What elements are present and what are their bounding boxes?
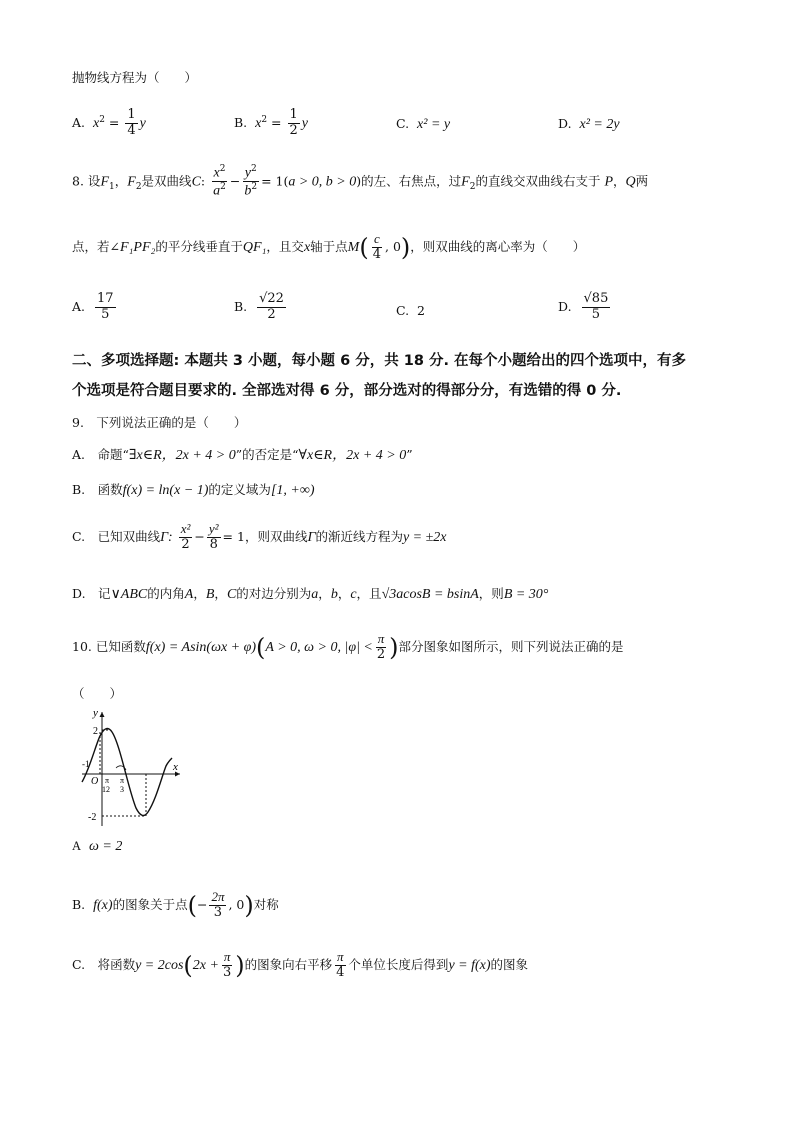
denominator: 5 xyxy=(101,306,110,322)
text: ，且 xyxy=(356,586,382,601)
text: : xyxy=(200,173,206,189)
text: 个单位长度后得到 xyxy=(348,956,449,972)
sine-graph xyxy=(80,708,184,828)
math-expr: f(x) = ln(x − 1) xyxy=(122,483,209,498)
numerator: 17 xyxy=(96,291,114,306)
denominator: a xyxy=(213,183,221,199)
fraction xyxy=(334,950,346,981)
text: C. 将函数 xyxy=(72,956,136,972)
denominator: 4 xyxy=(127,122,136,138)
math-expr: [1, +∞) xyxy=(270,483,315,498)
math-var: c xyxy=(350,587,357,602)
q8-line-1: 8. 设$F_1$，$F_2$是双曲线C: $\frac{x^2}{a^2}$ − $\frac{y^2}{b^2}$ = 1(a > 0, b > 0)的左、右焦点，过$F_2$的直线交双曲线右支于 P，Q两 xyxy=(72,164,649,199)
text: ，则双曲线的离心率为（ ） xyxy=(410,238,586,254)
math-op: − xyxy=(196,896,208,912)
q9-option-c xyxy=(72,522,447,553)
math-eq: = xyxy=(104,114,124,130)
y-axis-arrow-icon xyxy=(100,712,105,717)
math-var: Γ: xyxy=(160,529,173,545)
q10-stem: 10. 已知函数f(x) = Asin(ωx + φ)(A > 0, ω > 0, |φ| < $\frac{\pi}{2}$ )部分图象如图所示，则下列说法正确的是 xyxy=(72,631,624,662)
option-label: D. xyxy=(558,116,572,131)
text: 的渐近线方程为 xyxy=(315,528,403,544)
q10-option-b: B. f(x)的图象关于点(− $\frac{2\pi}{3}$ , 0)对称 xyxy=(72,889,279,920)
option-label: C. xyxy=(396,303,410,318)
text: D. 记 xyxy=(72,586,111,601)
math-var: A xyxy=(184,587,194,602)
text: , 0 xyxy=(385,238,401,254)
denominator: 8 xyxy=(209,536,218,552)
text: , 0 xyxy=(228,896,245,912)
math-eq: = xyxy=(267,114,286,130)
tick-neg1: -1 xyxy=(82,759,90,769)
math-eq: = 1 xyxy=(261,173,284,189)
option-text: 2 xyxy=(417,303,425,318)
text: 部分图象如图所示，则下列说法正确的是 xyxy=(398,638,624,654)
tick-pi3-num: π xyxy=(120,776,125,785)
math-var: y xyxy=(301,115,308,131)
q7-option-b xyxy=(234,108,308,139)
numerator: 1 xyxy=(289,107,298,122)
text: ” xyxy=(406,447,413,462)
q10-option-c: C. 将函数y = 2cos(2x + $\frac{\pi}{3}$ )的图象向右平移 $\frac{\pi}{4}$ 个单位长度后得到y = f(x)的图象 xyxy=(72,949,529,980)
math-expr: y = 2cos xyxy=(135,957,184,973)
q7-stem-tail xyxy=(72,68,197,86)
option-label: D. xyxy=(558,298,572,314)
section-2-line-1: 二、多项选择题: 本题共 3 小题，每小题 6 分，共 18 分. 在每个小题给出的四个选项中，有多 xyxy=(72,353,687,369)
math-sub: 1 xyxy=(109,181,115,192)
fraction xyxy=(95,292,116,323)
text: ”的否定是“ xyxy=(235,447,299,462)
numerator: x xyxy=(213,165,220,181)
text: ， xyxy=(337,586,351,601)
denominator: 2 xyxy=(289,122,298,138)
text: ， xyxy=(114,173,128,189)
text: 的定义域为 xyxy=(208,482,271,497)
math-exp: 2 xyxy=(99,114,105,125)
option-label: A. xyxy=(72,114,86,130)
option-label: A xyxy=(72,839,82,853)
text: ，且交 xyxy=(266,238,304,254)
math-op: − xyxy=(229,173,241,189)
numerator: √85 xyxy=(583,291,609,306)
fraction: $\frac{y^2}{b^2}$ xyxy=(244,164,258,199)
math-expr: B = 30° xyxy=(503,587,549,602)
math-expr: y = f(x) xyxy=(448,957,491,973)
q7-stem-text: 抛物线方程为（ ） xyxy=(72,70,198,85)
denominator: 4 xyxy=(372,246,381,262)
q9-option-d xyxy=(72,584,548,603)
math-expr: ∃x∈R，2x + 4 > 0 xyxy=(128,448,236,463)
numerator: y² xyxy=(208,521,219,536)
numerator: y xyxy=(244,165,251,181)
text: ，则 xyxy=(478,586,504,601)
section-2-line-2: 个选项是符合题目要求的. 全部选对得 6 分，部分选对的得部分分，有选错的得 0 分. xyxy=(72,383,622,399)
math-op: − xyxy=(194,528,205,544)
text: C. 已知双曲线 xyxy=(72,528,161,544)
fraction xyxy=(209,890,226,921)
math-var: P xyxy=(604,174,614,190)
text: 是双曲线 xyxy=(141,173,192,189)
q8-line-2: 点，若∠F₁PF₂的平分线垂直于QF₁，且交x轴于点M( $\frac{c}{4}$ , 0)，则双曲线的离心率为（ ） xyxy=(72,231,586,262)
q8-option-b xyxy=(234,292,288,323)
denominator: 2 xyxy=(267,306,276,322)
q7-option-a xyxy=(72,108,146,139)
text: 对称 xyxy=(253,896,279,912)
text: 的图象 xyxy=(490,956,529,972)
denominator: 4 xyxy=(336,964,345,980)
text: 两 xyxy=(635,173,649,189)
numerator: √22 xyxy=(259,291,284,306)
math-eq: = 1 xyxy=(222,528,245,544)
math-expr: F₁PF₂ xyxy=(119,239,156,255)
option-text: x² = 2y xyxy=(579,117,620,132)
text: 点，若∠ xyxy=(72,238,120,254)
denominator: 3 xyxy=(222,964,232,980)
text: 已知函数 xyxy=(95,638,146,654)
text: 的平分线垂直于 xyxy=(155,238,243,254)
text: 设 xyxy=(87,173,101,189)
denominator: 5 xyxy=(591,306,601,322)
q9-option-a xyxy=(72,444,413,464)
question-number: 8. xyxy=(72,173,84,189)
math-var: C xyxy=(226,587,237,602)
numerator: 1 xyxy=(127,107,136,122)
y-label: y xyxy=(93,708,98,719)
math-var: C xyxy=(191,174,201,190)
text: 的左、右焦点，过 xyxy=(361,173,462,189)
math-var: Γ xyxy=(307,529,316,545)
sine-curve xyxy=(82,729,172,816)
math-var: x xyxy=(255,115,262,131)
q8-option-d xyxy=(558,292,612,323)
text: 的对边分别为 xyxy=(236,586,312,601)
q8-option-a xyxy=(72,292,118,323)
q9-option-b xyxy=(72,480,314,499)
option-text: ω = 2 xyxy=(88,839,123,854)
math-var: a xyxy=(311,587,319,602)
text: ， xyxy=(214,586,227,601)
math-expr: ∀x∈R，2x + 4 > 0 xyxy=(298,448,407,463)
q8-option-c xyxy=(396,303,425,318)
text: 的图象关于点 xyxy=(112,896,188,912)
denominator: 2 xyxy=(181,536,190,552)
numerator: π xyxy=(337,949,344,964)
denominator: 2 xyxy=(376,646,386,662)
fraction xyxy=(375,632,387,663)
fraction xyxy=(582,292,611,323)
q7-option-d xyxy=(558,116,620,133)
denominator: 3 xyxy=(213,904,223,920)
math-var: y xyxy=(139,115,146,131)
x-label: x xyxy=(173,761,178,773)
numerator: x² xyxy=(180,521,191,536)
q9-stem: 9. 下列说法正确的是（ ） xyxy=(72,415,247,430)
math-expr: √3acosB = bsinA xyxy=(381,587,479,602)
option-label: B. xyxy=(234,298,248,314)
fraction xyxy=(371,232,383,263)
math-expr: f(x) xyxy=(93,897,113,913)
option-text: x² = y xyxy=(417,117,451,132)
q7-option-c xyxy=(396,116,450,133)
math-expr: y = ±2x xyxy=(402,529,447,545)
origin-label: O xyxy=(91,776,99,787)
question-number: 10. xyxy=(72,638,92,654)
numerator: c xyxy=(373,231,380,246)
math-var: B xyxy=(205,587,215,602)
fraction: $\frac{x^2}{a^2}$ xyxy=(213,164,226,199)
q10-blank: （ ） xyxy=(72,686,123,701)
math-var: F xyxy=(127,174,136,190)
math-expr: QF₁ xyxy=(242,239,267,255)
tick-2: 2 xyxy=(93,726,98,737)
option-label: C. xyxy=(396,116,410,131)
math-var: F xyxy=(100,174,109,190)
option-label: B. xyxy=(72,896,86,912)
tick-neg2: -2 xyxy=(88,812,97,823)
numerator: 2π xyxy=(211,889,225,904)
tick-pi12-num: π xyxy=(105,776,110,785)
math-exp: 2 xyxy=(261,114,268,125)
denominator: b xyxy=(244,183,252,199)
text: ， xyxy=(193,586,206,601)
math-expr: 2x + xyxy=(192,957,219,973)
text: B. 函数 xyxy=(72,482,123,497)
math-var: x xyxy=(303,239,311,255)
fraction xyxy=(207,522,221,553)
text: A. 命题“ xyxy=(72,447,129,462)
fraction xyxy=(257,292,286,323)
tick-pi3-den: 3 xyxy=(120,785,124,794)
math-var: b xyxy=(330,587,338,602)
q10-option-a xyxy=(72,838,122,855)
math-var: x xyxy=(92,115,100,131)
text: 的直线交双曲线右支于 xyxy=(475,173,601,189)
fraction xyxy=(179,522,193,553)
math-expr: ∨ABC xyxy=(110,587,148,602)
option-label: B. xyxy=(234,114,248,130)
text: ，则双曲线 xyxy=(244,528,308,544)
math-var: M xyxy=(347,239,360,255)
condition: a > 0, b > 0 xyxy=(288,174,357,190)
text: 轴于点 xyxy=(310,238,348,254)
text: 的内角 xyxy=(147,586,185,601)
text: 的图象向右平移 xyxy=(244,956,333,972)
numerator: π xyxy=(377,631,385,646)
fraction xyxy=(125,108,137,139)
fraction xyxy=(288,108,300,139)
condition: A > 0, ω > 0, |φ| < xyxy=(265,639,373,655)
math-expr: f(x) = Asin(ωx + φ) xyxy=(145,639,257,655)
text: ， xyxy=(318,586,331,601)
fraction xyxy=(221,950,233,981)
option-label: A. xyxy=(72,298,86,314)
math-var: Q xyxy=(625,174,636,190)
numerator: π xyxy=(223,949,231,964)
math-sub: 2 xyxy=(135,181,142,192)
tick-pi12-den: 12 xyxy=(102,785,110,794)
